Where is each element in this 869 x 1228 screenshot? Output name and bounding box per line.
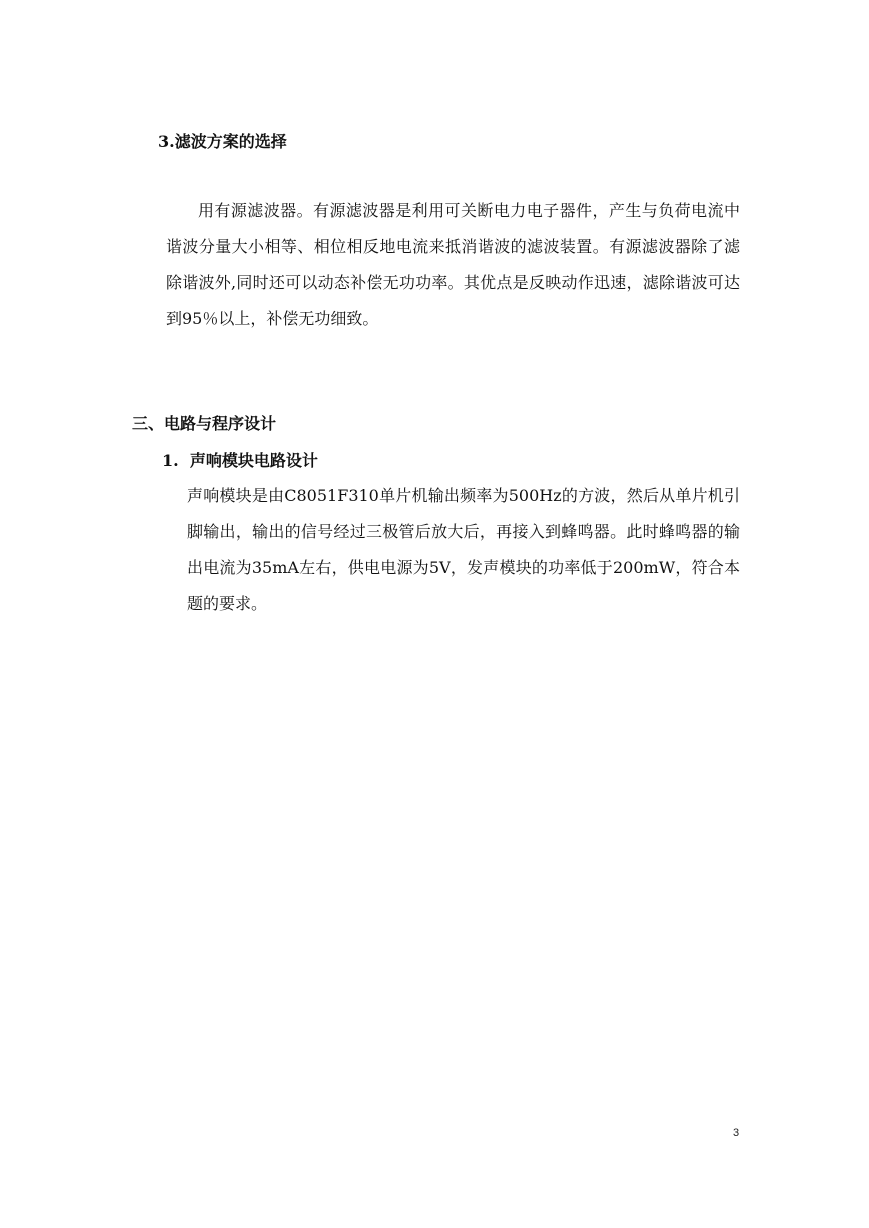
- sound-module-paragraph: 声响模块是由C8051F310单片机输出频率为500Hz的方波，然后从单片机引脚输出，输出的信号经过三极管后放大后，再接入到蜂鸣器。此时蜂鸣器的输出电流为35mA左右，供电电源为5V，发声模块的功率低于200mW，符合本题的要求。: [187, 486, 740, 613]
- section-heading-filter-scheme: 3.滤波方案的选择: [158, 132, 287, 151]
- filter-scheme-paragraph: 用有源滤波器。有源滤波器是利用可关断电力电子器件，产生与负荷电流中谐波分量大小相等、相位相反地电流来抵消谐波的滤波装置。有源滤波器除了滤除谐波外,同时还可以动态补偿无功功率。其优点是反映动作迅速，滤除谐波可达到95％以上，补偿无功细致。: [166, 201, 740, 328]
- chapter-heading-circuit-program-design: 三、电路与程序设计: [132, 414, 277, 433]
- subsection-heading-sound-module: 1. 声响模块电路设计: [162, 451, 318, 470]
- page-number: 3: [733, 1127, 740, 1139]
